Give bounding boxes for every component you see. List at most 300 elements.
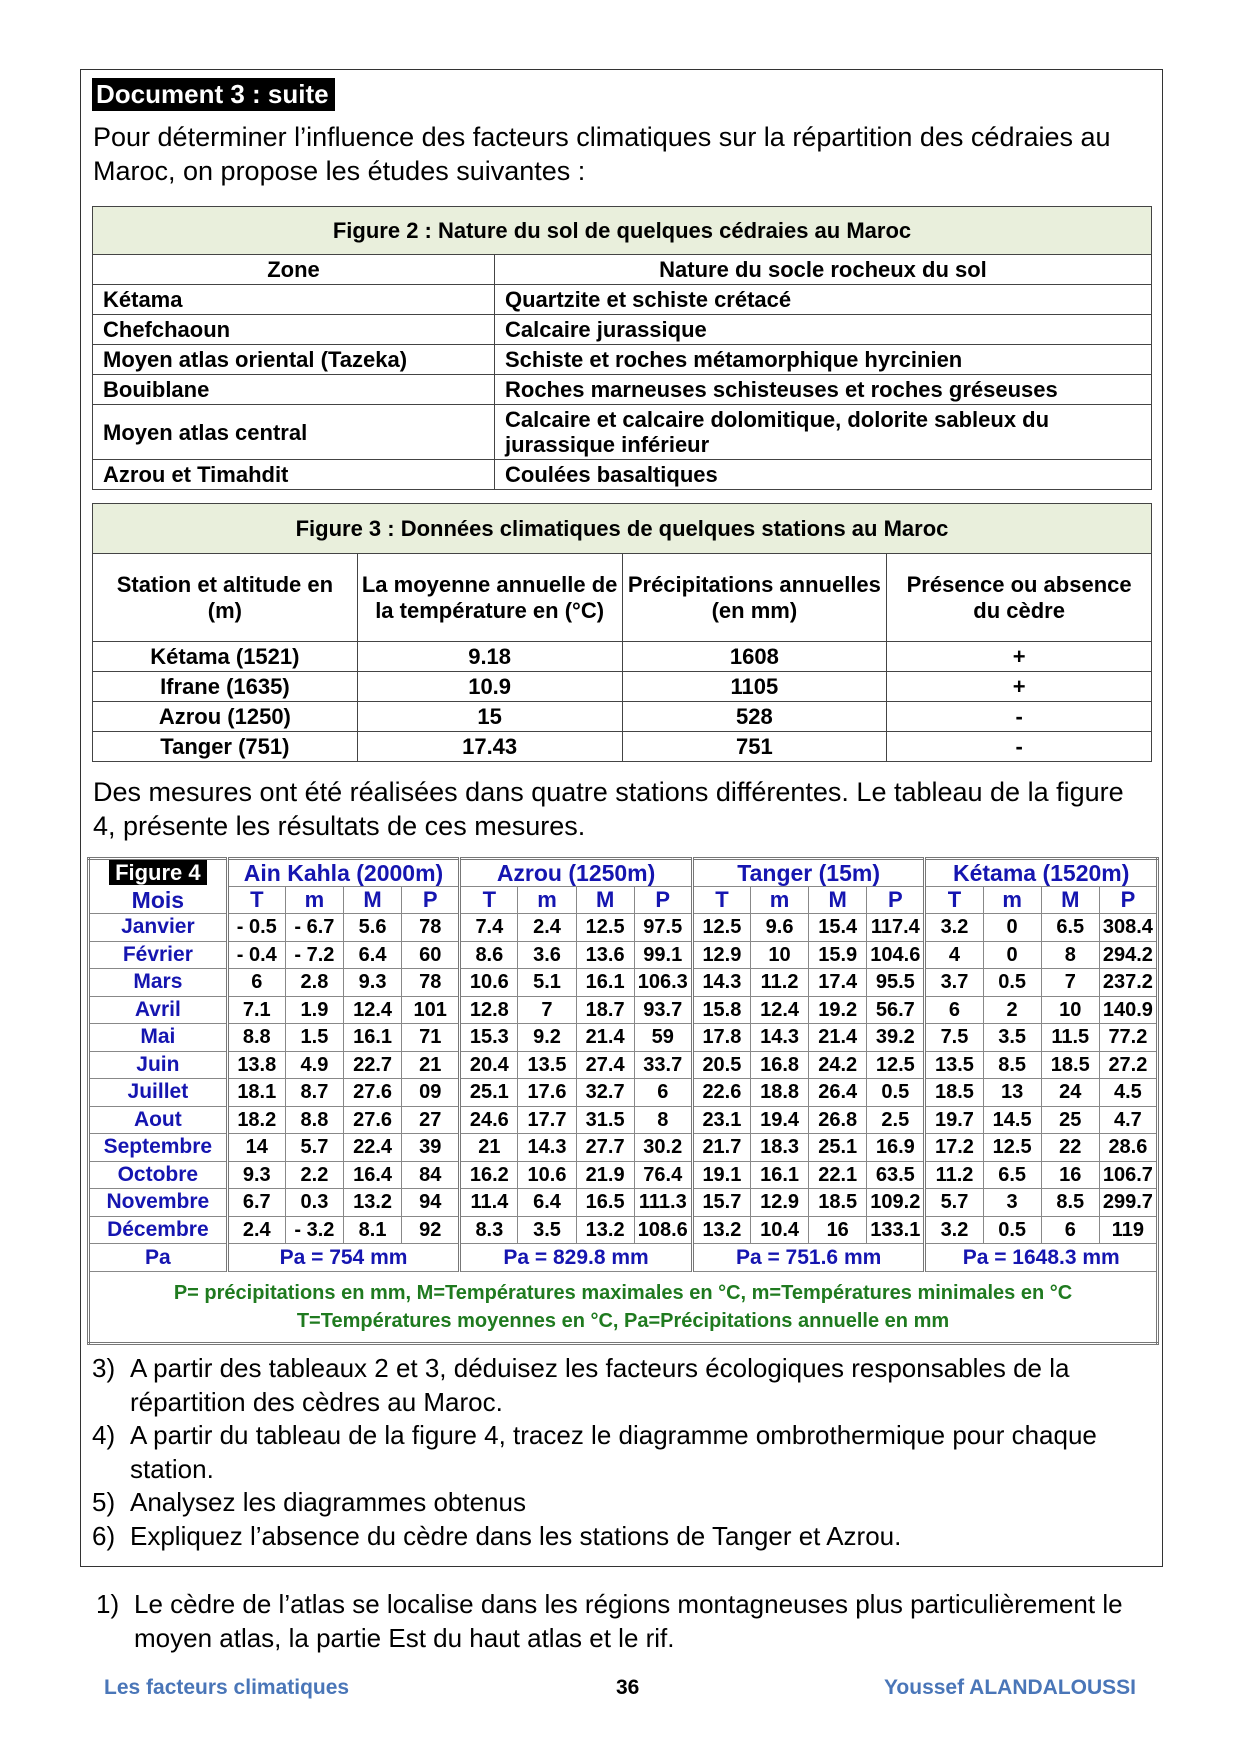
value-cell: 8.1 [344, 1216, 402, 1244]
value-cell: 9.3 [227, 1161, 285, 1189]
value-cell: 94 [402, 1189, 460, 1217]
footer-author: Youssef ALANDALOUSSI [883, 1676, 1136, 1699]
value-cell: 21.9 [576, 1161, 634, 1189]
table-row [89, 996, 1158, 1024]
table-row [89, 1134, 1158, 1162]
month-cell: Décembre [89, 1216, 228, 1244]
value-cell: 109.2 [867, 1189, 925, 1217]
value-cell: 26.4 [809, 1079, 867, 1107]
pa-value: Pa = 1648.3 mm [925, 1244, 1158, 1272]
value-cell: 22.1 [809, 1161, 867, 1189]
value-cell: 3.2 [925, 1216, 983, 1244]
value-cell: 6.5 [1041, 914, 1099, 942]
value-cell: 117.4 [867, 914, 925, 942]
table-row [93, 375, 1152, 405]
value-cell: 21 [402, 1051, 460, 1079]
value-cell: 5.7 [285, 1134, 343, 1162]
value-cell: - 0.4 [227, 941, 285, 969]
sub-header: P [1099, 886, 1157, 914]
question-number: 5) [92, 1487, 116, 1517]
figure3-header-presence: Présence ou absence du cèdre [887, 554, 1152, 642]
value-cell: 17.7 [518, 1106, 576, 1134]
value-cell: 6 [925, 996, 983, 1024]
station-header: Tanger (15m) [692, 859, 925, 887]
value-cell: 4.5 [1099, 1079, 1157, 1107]
value-cell: 15.3 [460, 1024, 518, 1052]
value-cell: 18.8 [750, 1079, 808, 1107]
value-cell: 106.7 [1099, 1161, 1157, 1189]
value-cell: 6.5 [983, 1161, 1041, 1189]
value-cell: 93.7 [634, 996, 692, 1024]
value-cell: 39 [402, 1134, 460, 1162]
value-cell: 12.5 [692, 914, 750, 942]
value-cell: 6 [634, 1079, 692, 1107]
value-cell: 12.5 [867, 1051, 925, 1079]
station-cell: Tanger (751) [93, 732, 358, 762]
value-cell: 5.6 [344, 914, 402, 942]
value-cell: 299.7 [1099, 1189, 1157, 1217]
table-row [89, 1051, 1158, 1079]
value-cell: 78 [402, 914, 460, 942]
value-cell: 21.4 [809, 1024, 867, 1052]
value-cell: 21.7 [692, 1134, 750, 1162]
value-cell: 0.5 [983, 969, 1041, 997]
value-cell: 8.5 [983, 1051, 1041, 1079]
temperature-cell: 10.9 [357, 672, 622, 702]
value-cell: 17.6 [518, 1079, 576, 1107]
measurements-paragraph: Des mesures ont été réalisées dans quatre stations différentes. Le tableau de la figure 4, présente les résultats de ces mesures. [93, 777, 1124, 841]
month-cell: Janvier [89, 914, 228, 942]
value-cell: 27 [402, 1106, 460, 1134]
value-cell: - 3.2 [285, 1216, 343, 1244]
zone-cell: Moyen atlas oriental (Tazeka) [93, 345, 495, 375]
value-cell: 0.5 [867, 1079, 925, 1107]
value-cell: 27.4 [576, 1051, 634, 1079]
value-cell: 8 [634, 1106, 692, 1134]
value-cell: 13.5 [518, 1051, 576, 1079]
value-cell: 7.5 [925, 1024, 983, 1052]
value-cell: 21 [460, 1134, 518, 1162]
value-cell: 13.6 [576, 941, 634, 969]
table-row [89, 1106, 1158, 1134]
value-cell: 9.3 [344, 969, 402, 997]
zone-cell: Moyen atlas central [93, 405, 495, 460]
sub-header: T [460, 886, 518, 914]
sub-header: m [285, 886, 343, 914]
question-item [92, 1419, 1152, 1486]
value-cell: 5.7 [925, 1189, 983, 1217]
table-row [89, 969, 1158, 997]
value-cell: 6.4 [344, 941, 402, 969]
station-header: Azrou (1250m) [460, 859, 693, 887]
month-cell: Novembre [89, 1189, 228, 1217]
value-cell: 9.6 [750, 914, 808, 942]
value-cell: 111.3 [634, 1189, 692, 1217]
value-cell: 13.5 [925, 1051, 983, 1079]
value-cell: 92 [402, 1216, 460, 1244]
value-cell: 3.6 [518, 941, 576, 969]
value-cell: 17.2 [925, 1134, 983, 1162]
value-cell: 6.4 [518, 1189, 576, 1217]
table-row [93, 315, 1152, 345]
value-cell: 22.6 [692, 1079, 750, 1107]
value-cell: 10 [750, 941, 808, 969]
presence-cell: - [887, 732, 1152, 762]
figure4-legend [89, 1272, 1158, 1344]
value-cell: 6 [227, 969, 285, 997]
figure2-header-zone: Zone [93, 255, 495, 285]
station-header: Kétama (1520m) [925, 859, 1158, 887]
pa-value: Pa = 754 mm [227, 1244, 460, 1272]
value-cell: 99.1 [634, 941, 692, 969]
value-cell: 12.4 [344, 996, 402, 1024]
value-cell: 15.7 [692, 1189, 750, 1217]
value-cell: 71 [402, 1024, 460, 1052]
value-cell: 22.4 [344, 1134, 402, 1162]
table-row [93, 642, 1152, 672]
questions-list [92, 1352, 1152, 1553]
pa-value: Pa = 829.8 mm [460, 1244, 693, 1272]
value-cell: 60 [402, 941, 460, 969]
zone-cell: Chefchaoun [93, 315, 495, 345]
value-cell: 7 [1041, 969, 1099, 997]
page-number: 36 [616, 1676, 640, 1699]
sub-header: P [402, 886, 460, 914]
value-cell: 5.1 [518, 969, 576, 997]
figure3-header-station: Station et altitude en (m) [93, 554, 358, 642]
month-cell: Avril [89, 996, 228, 1024]
value-cell: 4.7 [1099, 1106, 1157, 1134]
table-row [89, 1161, 1158, 1189]
table-row [93, 345, 1152, 375]
table-row [93, 460, 1152, 490]
value-cell: 6 [1041, 1216, 1099, 1244]
value-cell: 0 [983, 941, 1041, 969]
precipitation-cell: 528 [622, 702, 887, 732]
value-cell: 16.5 [576, 1189, 634, 1217]
value-cell: 24.2 [809, 1051, 867, 1079]
question-text: Analysez les diagrammes obtenus [130, 1487, 526, 1517]
value-cell: 13.2 [692, 1216, 750, 1244]
month-cell: Février [89, 941, 228, 969]
value-cell: 133.1 [867, 1216, 925, 1244]
value-cell: - 6.7 [285, 914, 343, 942]
value-cell: 12.8 [460, 996, 518, 1024]
value-cell: 13.2 [344, 1189, 402, 1217]
answer-text: Le cèdre de l’atlas se localise dans les régions montagneuses plus particulièrement le moyen atlas, la partie Est du haut atlas et le rif. [134, 1589, 1123, 1653]
value-cell: 20.5 [692, 1051, 750, 1079]
value-cell: 14.3 [692, 969, 750, 997]
table-row [93, 285, 1152, 315]
value-cell: 14.3 [518, 1134, 576, 1162]
value-cell: 2.4 [227, 1216, 285, 1244]
value-cell: 140.9 [1099, 996, 1157, 1024]
answer-number: 1) [96, 1589, 120, 1619]
precipitation-cell: 751 [622, 732, 887, 762]
question-number: 6) [92, 1520, 116, 1551]
value-cell: 7 [518, 996, 576, 1024]
value-cell: 3.2 [925, 914, 983, 942]
table-row [89, 1216, 1158, 1244]
value-cell: 8.5 [1041, 1189, 1099, 1217]
sub-header: m [518, 886, 576, 914]
value-cell: 19.2 [809, 996, 867, 1024]
value-cell: 18.5 [809, 1189, 867, 1217]
value-cell: 19.1 [692, 1161, 750, 1189]
value-cell: 2 [983, 996, 1041, 1024]
value-cell: 11.2 [750, 969, 808, 997]
value-cell: 11.5 [1041, 1024, 1099, 1052]
value-cell: 32.7 [576, 1079, 634, 1107]
value-cell: 8.7 [285, 1079, 343, 1107]
value-cell: 8.3 [460, 1216, 518, 1244]
figure3-table [92, 503, 1152, 762]
value-cell: 78 [402, 969, 460, 997]
value-cell: 13.2 [576, 1216, 634, 1244]
value-cell: 19.7 [925, 1106, 983, 1134]
value-cell: 18.1 [227, 1079, 285, 1107]
value-cell: 0.5 [983, 1216, 1041, 1244]
value-cell: 108.6 [634, 1216, 692, 1244]
value-cell: 97.5 [634, 914, 692, 942]
figure4-label: Figure 4 [109, 860, 207, 885]
table-row [93, 672, 1152, 702]
value-cell: 63.5 [867, 1161, 925, 1189]
value-cell: 308.4 [1099, 914, 1157, 942]
mois-header: Mois [89, 886, 228, 914]
figure2-table [92, 206, 1152, 490]
value-cell: 18.3 [750, 1134, 808, 1162]
value-cell: 106.3 [634, 969, 692, 997]
month-cell: Mars [89, 969, 228, 997]
value-cell: 16.1 [576, 969, 634, 997]
value-cell: 16.4 [344, 1161, 402, 1189]
value-cell: 39.2 [867, 1024, 925, 1052]
value-cell: 10.6 [518, 1161, 576, 1189]
month-cell: Aout [89, 1106, 228, 1134]
value-cell: 10 [1041, 996, 1099, 1024]
value-cell: 23.1 [692, 1106, 750, 1134]
value-cell: 16.9 [867, 1134, 925, 1162]
value-cell: 25.1 [460, 1079, 518, 1107]
value-cell: 3.5 [983, 1024, 1041, 1052]
value-cell: 101 [402, 996, 460, 1024]
value-cell: 10.4 [750, 1216, 808, 1244]
value-cell: 294.2 [1099, 941, 1157, 969]
table-row [93, 732, 1152, 762]
value-cell: 09 [402, 1079, 460, 1107]
sub-header: m [750, 886, 808, 914]
value-cell: 12.5 [983, 1134, 1041, 1162]
figure4-label-cell [89, 859, 228, 887]
value-cell: 2.4 [518, 914, 576, 942]
value-cell: 18.7 [576, 996, 634, 1024]
presence-cell: - [887, 702, 1152, 732]
value-cell: 7.1 [227, 996, 285, 1024]
value-cell: 16.1 [750, 1161, 808, 1189]
value-cell: 24.6 [460, 1106, 518, 1134]
zone-cell: Bouiblane [93, 375, 495, 405]
precipitation-cell: 1608 [622, 642, 887, 672]
value-cell: 56.7 [867, 996, 925, 1024]
value-cell: 237.2 [1099, 969, 1157, 997]
value-cell: 14.3 [750, 1024, 808, 1052]
value-cell: 84 [402, 1161, 460, 1189]
temperature-cell: 15 [357, 702, 622, 732]
value-cell: 11.4 [460, 1189, 518, 1217]
value-cell: 77.2 [1099, 1024, 1157, 1052]
question-text: A partir du tableau de la figure 4, tracez le diagramme ombrothermique pour chaque station. [130, 1420, 1097, 1484]
footer-chapter: Les facteurs climatiques [104, 1676, 350, 1699]
sub-header: T [925, 886, 983, 914]
temperature-cell: 9.18 [357, 642, 622, 672]
sub-header: T [227, 886, 285, 914]
value-cell: 2.5 [867, 1106, 925, 1134]
nature-cell: Schiste et roches métamorphique hyrcinien [495, 345, 1152, 375]
value-cell: 12.9 [750, 1189, 808, 1217]
value-cell: 59 [634, 1024, 692, 1052]
value-cell: 4 [925, 941, 983, 969]
value-cell: 8.8 [227, 1024, 285, 1052]
table-row [89, 1024, 1158, 1052]
sub-header: M [344, 886, 402, 914]
value-cell: 18.5 [925, 1079, 983, 1107]
value-cell: 15.4 [809, 914, 867, 942]
station-cell: Ifrane (1635) [93, 672, 358, 702]
value-cell: 18.2 [227, 1106, 285, 1134]
zone-cell: Azrou et Timahdit [93, 460, 495, 490]
value-cell: 21.4 [576, 1024, 634, 1052]
sub-header: M [1041, 886, 1099, 914]
nature-cell: Quartzite et schiste crétacé [495, 285, 1152, 315]
page-footer [104, 1676, 1136, 1700]
value-cell: 16.8 [750, 1051, 808, 1079]
value-cell: 104.6 [867, 941, 925, 969]
precipitation-cell: 1105 [622, 672, 887, 702]
nature-cell: Calcaire et calcaire dolomitique, dolorite sableux du jurassique inférieur [495, 405, 1152, 460]
legend-line-1: P= précipitations en mm, M=Températures maximales en °C, m=Températures minimales en °C [173, 1282, 1073, 1304]
legend-line-2: T=Températures moyennes en °C, Pa=Précipitations annuelle en mm [296, 1310, 950, 1332]
nature-cell: Roches marneuses schisteuses et roches gréseuses [495, 375, 1152, 405]
value-cell: 18.5 [1041, 1051, 1099, 1079]
question-text: A partir des tableaux 2 et 3, déduisez les facteurs écologiques responsables de la répartition des cèdres au Maroc. [130, 1353, 1070, 1417]
value-cell: 3.5 [518, 1216, 576, 1244]
value-cell: 8 [1041, 941, 1099, 969]
value-cell: 3.7 [925, 969, 983, 997]
value-cell: 16 [809, 1216, 867, 1244]
value-cell: 119 [1099, 1216, 1157, 1244]
question-item [92, 1352, 1152, 1419]
nature-cell: Coulées basaltiques [495, 460, 1152, 490]
value-cell: 24 [1041, 1079, 1099, 1107]
value-cell: 1.5 [285, 1024, 343, 1052]
value-cell: 14 [227, 1134, 285, 1162]
value-cell: 1.9 [285, 996, 343, 1024]
table-row [93, 702, 1152, 732]
value-cell: 3 [983, 1189, 1041, 1217]
answer-item [96, 1588, 1156, 1655]
value-cell: 6.7 [227, 1189, 285, 1217]
month-cell: Septembre [89, 1134, 228, 1162]
month-cell: Octobre [89, 1161, 228, 1189]
table-row [89, 1079, 1158, 1107]
value-cell: 22 [1041, 1134, 1099, 1162]
value-cell: 12.5 [576, 914, 634, 942]
value-cell: 26.8 [809, 1106, 867, 1134]
value-cell: 0 [983, 914, 1041, 942]
month-cell: Juin [89, 1051, 228, 1079]
value-cell: 12.4 [750, 996, 808, 1024]
question-item [92, 1486, 1152, 1520]
pa-label: Pa [89, 1244, 228, 1272]
value-cell: 20.4 [460, 1051, 518, 1079]
sub-header: M [809, 886, 867, 914]
nature-cell: Calcaire jurassique [495, 315, 1152, 345]
table-row [89, 914, 1158, 942]
sub-header: m [983, 886, 1041, 914]
table-row [89, 1189, 1158, 1217]
value-cell: 13 [983, 1079, 1041, 1107]
value-cell: 10.6 [460, 969, 518, 997]
value-cell: - 0.5 [227, 914, 285, 942]
value-cell: 76.4 [634, 1161, 692, 1189]
value-cell: 27.6 [344, 1106, 402, 1134]
figure3-header-temperature: La moyenne annuelle de la température en (°C) [357, 554, 622, 642]
figure2-caption: Figure 2 : Nature du sol de quelques cédraies au Maroc [93, 207, 1152, 255]
table-row [89, 941, 1158, 969]
value-cell: 19.4 [750, 1106, 808, 1134]
station-header: Ain Kahla (2000m) [227, 859, 460, 887]
pa-value: Pa = 751.6 mm [692, 1244, 925, 1272]
value-cell: 30.2 [634, 1134, 692, 1162]
value-cell: 2.2 [285, 1161, 343, 1189]
value-cell: 16.1 [344, 1024, 402, 1052]
sub-header: P [867, 886, 925, 914]
sub-header: M [576, 886, 634, 914]
presence-cell: + [887, 672, 1152, 702]
value-cell: 27.7 [576, 1134, 634, 1162]
value-cell: 4.9 [285, 1051, 343, 1079]
value-cell: 33.7 [634, 1051, 692, 1079]
value-cell: 11.2 [925, 1161, 983, 1189]
figure3-caption: Figure 3 : Données climatiques de quelques stations au Maroc [93, 504, 1152, 554]
value-cell: 15.9 [809, 941, 867, 969]
value-cell: 2.8 [285, 969, 343, 997]
value-cell: 16.2 [460, 1161, 518, 1189]
table-row [93, 405, 1152, 460]
value-cell: 8.8 [285, 1106, 343, 1134]
temperature-cell: 17.43 [357, 732, 622, 762]
value-cell: 14.5 [983, 1106, 1041, 1134]
sub-header: T [692, 886, 750, 914]
figure2-header-nature: Nature du socle rocheux du sol [495, 255, 1152, 285]
value-cell: 16 [1041, 1161, 1099, 1189]
value-cell: 25 [1041, 1106, 1099, 1134]
value-cell: - 7.2 [285, 941, 343, 969]
value-cell: 9.2 [518, 1024, 576, 1052]
month-cell: Juillet [89, 1079, 228, 1107]
value-cell: 0.3 [285, 1189, 343, 1217]
value-cell: 12.9 [692, 941, 750, 969]
value-cell: 8.6 [460, 941, 518, 969]
value-cell: 15.8 [692, 996, 750, 1024]
question-item [92, 1520, 1152, 1554]
value-cell: 7.4 [460, 914, 518, 942]
figure3-header-precipitation: Précipitations annuelles (en mm) [622, 554, 887, 642]
value-cell: 28.6 [1099, 1134, 1157, 1162]
zone-cell: Kétama [93, 285, 495, 315]
value-cell: 17.8 [692, 1024, 750, 1052]
